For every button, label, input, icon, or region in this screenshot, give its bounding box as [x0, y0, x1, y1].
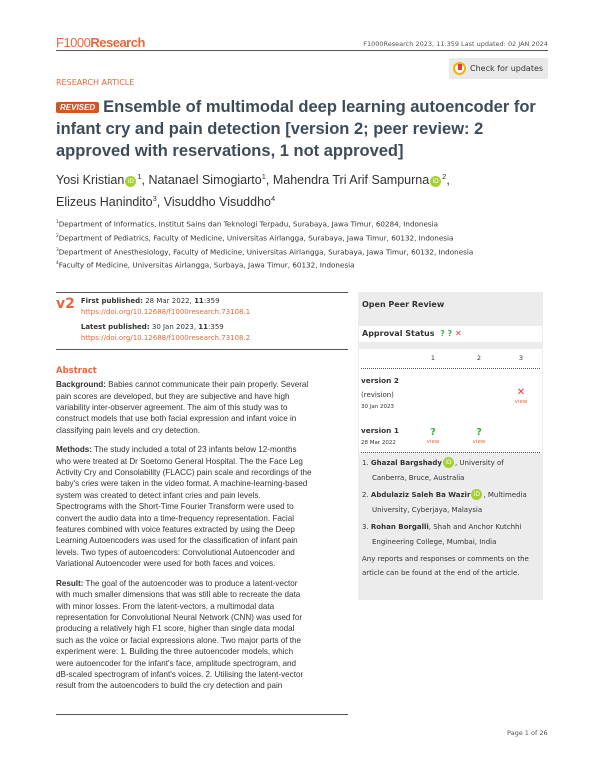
orcid-icon[interactable]: iD	[125, 176, 136, 187]
cross-icon: ✕	[454, 329, 462, 338]
abstract-line: who were treated at Dr Soetomo General Hospital. The the Face Leg	[56, 456, 303, 466]
view-link[interactable]: view	[472, 439, 486, 445]
reviewer-name[interactable]: Abdulaziz Saleh Ba Wazir	[370, 491, 471, 499]
left-column	[56, 292, 350, 732]
abstract-line: producing a relatively high F1 score, higher than single data modal	[56, 624, 295, 634]
reviewer-item: 2. Abdulaziz Saleh Ba Wazir iD , Multimedia University, Cyberjaya, Malaysia	[362, 491, 527, 514]
section-label: Result:	[56, 578, 84, 588]
reviewer-name[interactable]: Rohan Borgalli	[370, 523, 429, 531]
revision-label: (revision)	[361, 391, 394, 399]
question-icon: ?	[440, 329, 445, 338]
view-link[interactable]: view	[514, 399, 528, 405]
affiliation: $^1$Department of Informatics, Institut Sains dan Teknologi Terpadu, Surabaya, Jawa Timur, 60284, Indonesia	[56, 219, 439, 229]
abstract-line: Variational Autoencoder were used for both faces and voices.	[56, 559, 276, 569]
orcid-icon[interactable]: iD	[443, 457, 454, 468]
author[interactable]: Natanael Simogiarto$^1$	[148, 172, 266, 188]
abstract-line: construct models that use both facial expression and infant voice in	[56, 414, 297, 424]
col-header: 1	[430, 354, 436, 362]
abstract-line: Background: Babies cannot communicate their pain properly. Several	[56, 380, 309, 390]
col-header: 3	[518, 354, 524, 362]
abstract-line: such as the voice or facial expressions alone. Two major parts of the	[56, 635, 302, 645]
article-type: RESEARCH ARTICLE	[56, 78, 135, 87]
abstract-line: experiment were: 1. Building the three autoencoder models, which	[56, 647, 294, 657]
affiliation: $^3$Department of Anesthesiology, Faculty of Medicine, Universitas Airlangga, Surabaya, Jawa Timur, 60132, Indonesia	[56, 247, 474, 257]
abstract-line: Learning Autoencoders was used for the classification of infant pain	[56, 536, 298, 546]
open-peer-review-panel	[358, 292, 543, 600]
divider	[56, 349, 348, 350]
peer-review-footer: Any reports and responses or comments on the article can be found at the end of the article.	[362, 555, 529, 577]
reviewer-name[interactable]: Ghazal Bargshady	[370, 459, 442, 467]
abstract-line: with minor losses. From the latent-vectors, a multimodal data	[56, 601, 275, 611]
approved-reservations-icon: ?	[430, 427, 436, 438]
abstract-line: representation for Convolutional Neural Network (CNN) was used for	[56, 612, 303, 622]
abstract-line: variability inter-observer agreement. The aim of this study was to	[56, 403, 288, 412]
section-label: Methods:	[56, 445, 92, 455]
version-2-date: 30 Jan 2023	[361, 404, 394, 410]
header-divider	[56, 50, 548, 51]
orcid-icon[interactable]: iD	[430, 176, 441, 187]
author[interactable]: Visuddho Visuddho$^4$	[163, 193, 276, 209]
view-link[interactable]: view	[426, 439, 440, 445]
article-header	[56, 78, 550, 272]
section-label: Background:	[56, 380, 106, 390]
author-list: Yosi Kristian $iD^1$, Natanael Simogiarto$^1$, Mahendra Tri Arif Sampurna $iD^2$, Elizeus Hanindito$^3$, Visuddho Visuddho$^4$	[56, 172, 450, 209]
question-icon: ?	[447, 329, 453, 338]
reviewer-item: 1. Ghazal Bargshady iD , University of Canberra, Bruce, Australia	[362, 459, 504, 482]
abstract-line: convert the audio data into a time-frequency representation. Facial	[56, 513, 295, 523]
title-text: Ensemble of multimodal deep learning autoencoder for infant cry and pain detection [version 2; peer review: 2 approved with reservations, 1 not approved]	[56, 98, 536, 160]
abstract-methods	[56, 444, 350, 569]
page-number: Page 1 of 26	[507, 729, 548, 737]
abstract-line: Methods: The study included a total of 23 infants below 12-months	[56, 445, 297, 455]
table-header	[361, 349, 540, 368]
abstract-line: Activity Cry and Consolability (FLACC) pain scale and recordings of the	[56, 468, 312, 478]
first-doi-link[interactable]: https://doi.org/10.12688/f1000research.73108.1	[80, 308, 251, 317]
author[interactable]: Mahendra Tri Arif Sampurna $iD^2$	[272, 172, 447, 188]
abstract-background	[56, 379, 350, 436]
version-1-date: 28 Mar 2022	[361, 440, 396, 446]
table-row	[361, 412, 540, 452]
divider	[56, 714, 348, 715]
open-peer-review-title: Open Peer Review	[362, 300, 445, 309]
version-2-label[interactable]: version 2	[361, 376, 399, 385]
latest-doi-link[interactable]: https://doi.org/10.12688/f1000research.73108.2	[80, 333, 251, 342]
author[interactable]: Elizeus Hanindito$^3$	[56, 193, 157, 209]
abstract-line: system was created to detect infant cries and pain levels.	[56, 490, 261, 500]
approval-status: Approval Status ? ? ✕	[359, 326, 542, 342]
version-block	[56, 293, 350, 349]
table-row	[361, 369, 540, 412]
not-approved-icon: ✕	[516, 387, 526, 398]
abstract-line: classifying pain levels and cry detection.	[56, 425, 200, 435]
col-header: 2	[476, 354, 482, 362]
abstract-line: Spectrograms with the Short-Time Fourier Transform were used to	[56, 502, 294, 512]
approved-reservations-icon: ?	[476, 427, 482, 438]
article-title	[56, 96, 550, 162]
f1000-logo: F1000Research	[56, 35, 145, 50]
abstract-result	[56, 578, 350, 692]
abstract-line: baby's cries were taken in the video format. A machine-learning-based	[56, 479, 308, 489]
abstract-line: result from the autoencoders to build the cry detection and pain	[56, 681, 283, 691]
affiliation: $^4$Faculty of Medicine, Universitas Airlangga, Surbaya, Jawa Timur, 60132, Indonesia	[56, 260, 355, 270]
abstract-line: features combined with voice features extracted by using the Deep	[56, 525, 295, 535]
review-table	[359, 349, 542, 452]
abstract-line: Result: The goal of the autoencoder was to produce a latent-vector	[56, 578, 298, 588]
header-meta: F1000Research 2023, 11:359 Last updated: 02 JAN 2024	[363, 40, 548, 48]
author[interactable]: Yosi Kristian $iD^1$	[56, 172, 142, 188]
reviewer-item: 3. Rohan Borgalli, Shah and Anchor Kutchhi Engineering College, Mumbai, India	[362, 523, 522, 546]
version-label: v2	[56, 296, 75, 312]
abstract-line: with much smaller dimensions that was still able to recreate the data	[56, 590, 301, 600]
affiliations	[56, 217, 550, 272]
abstract-line: were autoencoder for the infant's face, amplitude spectrogram, and	[56, 658, 296, 668]
abstract-line: pain scores are developed, but they are subjective and have high	[56, 391, 290, 401]
crossmark-icon	[453, 62, 466, 75]
version-1-label[interactable]: version 1	[361, 426, 399, 435]
orcid-icon[interactable]: iD	[471, 489, 482, 500]
check-for-updates-button[interactable]	[449, 58, 548, 79]
abstract-heading: Abstract	[56, 366, 97, 377]
reviewer-list	[359, 453, 542, 550]
affiliation: $^2$Department of Pediatrics, Faculty of Medicine, Universitas Airlangga, Surabaya, Jawa Timur, 60132, Indonesia	[56, 233, 454, 243]
abstract-line: dB-scaled spectrogram of infant's voices. 2. Utilising the latent-vector	[56, 669, 304, 679]
publication-info: First published: 28 Mar 2022, 11:359 https://doi.org/10.12688/f1000research.73108.1 Latest published: 30 Jan 2023, 11:359 https://doi.org/10.12688/f1000research.73108.2	[81, 296, 250, 344]
check-updates-label: Check for updates	[470, 64, 544, 73]
abstract-line: levels. Two types of autoencoders: Convolutional Autoencoder and	[56, 547, 295, 557]
revised-badge: REVISED	[56, 102, 99, 113]
